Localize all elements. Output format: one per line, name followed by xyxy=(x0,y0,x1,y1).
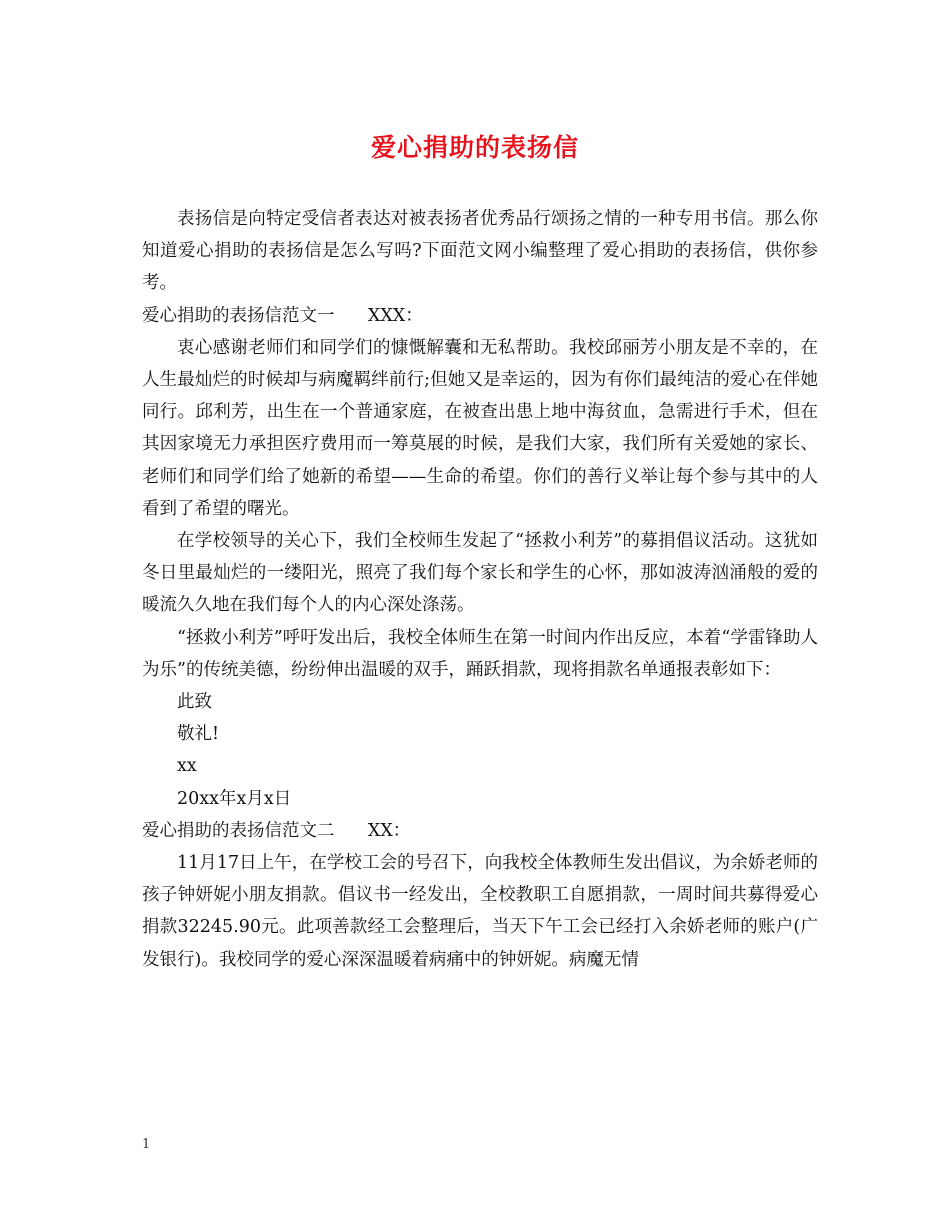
intro-paragraph: 表扬信是向特定受信者表达对被表扬者优秀品行颂扬之情的一种专用书信。那么你知道爱心捐助的表扬信是怎么写吗?下面范文网小编整理了爱心捐助的表扬信，供你参考。 xyxy=(142,209,818,294)
body-paragraph-2: 在学校领导的关心下，我们全校师生发起了“拯救小利芳”的募捐倡议活动。这犹如冬日里最灿烂的一缕阳光，照亮了我们每个家长和学生的心怀，那如波涛汹涌般的爱的暖流久久地在我们每个人的内心深处涤荡。 xyxy=(142,531,818,616)
page-number: 1 xyxy=(142,1137,151,1152)
sample-two-heading: 爱心捐助的表扬信范文二 XX： xyxy=(142,820,411,841)
body-paragraph-3: “拯救小利芳”呼吁发出后，我校全体师生在第一时间内作出反应，本着“学雷锋助人为乐”的传统美德，纷纷伸出温暖的双手，踊跃捐款，现将捐款名单通报表彰如下： xyxy=(142,627,818,680)
body-paragraph-1: 衷心感谢老师们和同学们的慷慨解囊和无私帮助。我校邱丽芳小朋友是不幸的，在人生最灿烂的时候却与病魔羁绊前行;但她又是幸运的，因为有你们最纯洁的爱心在伴她同行。邱利芳，出生在一个普通家庭，在被查出患上地中海贫血，急需进行手术，但在其因家境无力承担医疗费用而一筹莫展的时候，是我们大家，我们所有关爱她的家长、老师们和同学们给了她新的希望——生命的希望。你们的善行义举让每个参与其中的人看到了希望的曙光。 xyxy=(142,337,818,519)
sample-one-heading: 爱心捐助的表扬信范文一 XXX： xyxy=(142,305,423,326)
body-paragraph-4: 11月17日上午，在学校工会的号召下，向我校全体教师生发出倡议，为余娇老师的孩子钟妍妮小朋友捐款。倡议书一经发出，全校教职工自愿捐款，一周时间共募得爱心捐款32245.90元。此项善款经工会整理后，当天下午工会已经打入余娇老师的账户(广发银行)。我校同学的爱心深深温暖着病痛中的钟妍妮。病魔无情 xyxy=(142,853,818,970)
letter-date: 20xx年x月x日 xyxy=(177,788,292,809)
document-title: 爱心捐助的表扬信 xyxy=(370,133,579,162)
closing-salutation: 此致 xyxy=(177,692,212,713)
closing-regards: 敬礼! xyxy=(177,724,220,745)
signature: xx xyxy=(177,756,197,777)
document-body xyxy=(142,203,818,976)
